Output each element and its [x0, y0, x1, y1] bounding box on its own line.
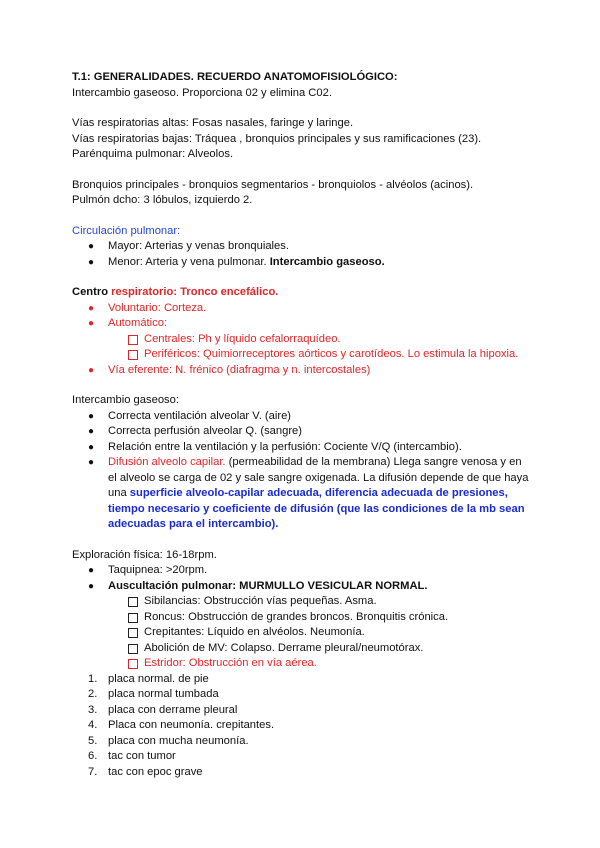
item-number: 5.: [88, 734, 98, 747]
numbered-text: Placa con neumonía. crepitantes.: [108, 719, 275, 731]
checkbox-icon: [128, 335, 138, 345]
item-number: 1.: [88, 672, 98, 685]
intercambio-heading: Intercambio gaseoso:: [72, 394, 179, 406]
bullet-icon: ●: [88, 565, 95, 576]
bullet-icon: ●: [88, 302, 95, 314]
checkbox-icon: [128, 597, 138, 607]
numbered-text: placa con mucha neumonía.: [108, 734, 249, 747]
list-item: [72, 316, 542, 332]
list-item: [72, 563, 542, 579]
bullet-icon: ●: [88, 441, 95, 453]
difusion-label: Difusión alveolo capilar.: [108, 456, 226, 468]
difusion-bold-3: adecuadas para el intercambio).: [108, 518, 279, 530]
crepitantes: Crepitantes: Líquido en alvéolos. Neumonía.: [144, 626, 365, 638]
numbered-item: [72, 765, 542, 781]
centro-perifericos: Periféricos: Quimiorreceptores aórticos y carotídeos. Lo estimula la hipoxia.: [144, 348, 519, 360]
intro-text: Intercambio gaseoso. Proporciona 02 y elimina C02.: [72, 86, 332, 99]
list-item: [72, 641, 542, 657]
item-number: 7.: [88, 765, 98, 778]
numbered-text: placa normal. de pie: [108, 672, 209, 685]
item-number: 4.: [88, 719, 98, 731]
difusion-continuation: [72, 502, 542, 518]
list-item: [72, 455, 542, 471]
centro-voluntario: Voluntario: Corteza.: [108, 301, 207, 314]
centro-via-eferente: Vía eferente: N. frénico (diafragma y n. intercostales): [108, 363, 371, 376]
sibilancias: Sibilancias: Obstrucción vías pequeñas. Asma.: [144, 595, 377, 607]
numbered-item: [72, 687, 542, 703]
centro-heading: [72, 285, 542, 301]
numbered-text: placa normal tumbada: [108, 688, 219, 700]
bullet-icon: ●: [88, 318, 95, 329]
list-item: [72, 332, 542, 348]
bullet-icon: ●: [88, 256, 95, 268]
checkbox-icon: [128, 659, 138, 669]
list-item: [72, 625, 542, 641]
list-item: [72, 409, 542, 425]
circulacion-menor-bold: Intercambio gaseoso.: [269, 255, 385, 268]
document-title: T.1: GENERALIDADES. RECUERDO ANATOMOFISIOLÓGICO:: [72, 71, 398, 83]
list-item: [72, 363, 542, 379]
intercambio-item-1: Correcta ventilación alveolar V. (aire): [108, 409, 292, 422]
difusion-continuation: [72, 486, 542, 502]
vias-altas: Vías respiratorias altas: Fosas nasales, faringe y laringe.: [72, 117, 354, 129]
numbered-item: [72, 718, 542, 734]
intercambio-item-2: Correcta perfusión alveolar Q. (sangre): [108, 425, 303, 437]
item-number: 6.: [88, 750, 98, 762]
circulacion-mayor: Mayor: Arterias y venas bronquiales.: [108, 240, 289, 252]
intercambio-item-3: Relación entre la ventilación y la perfusión: Cociente V/Q (intercambio).: [108, 440, 462, 453]
centro-automatico: Automático:: [108, 317, 168, 329]
numbered-text: tac con tumor: [108, 750, 176, 762]
numbered-item: [72, 703, 542, 719]
circulacion-menor: Menor: Arteria y vena pulmonar.: [108, 255, 267, 268]
list-item: [72, 594, 542, 610]
centro-centrales: Centrales: Ph y líquido cefalorraquídeo.: [144, 332, 341, 345]
difusion-continuation: [72, 517, 542, 533]
exploracion-heading: Exploración física: 16-18rpm.: [72, 548, 217, 561]
list-item: [72, 255, 542, 271]
list-item: [72, 301, 542, 317]
numbered-item: [72, 734, 542, 750]
numbered-text: tac con epoc grave: [108, 765, 203, 778]
difusion-una: una: [108, 487, 130, 499]
taquipnea: Taquipnea: >20rpm.: [108, 564, 208, 576]
numbered-text: placa con derrame pleural: [108, 703, 238, 716]
difusion-bold-2: tiempo necesario y coeficiente de difusión (que las condiciones de la mb sean: [108, 502, 525, 515]
bullet-icon: ●: [88, 457, 95, 468]
difusion-bold-1: superficie alveolo-capilar adecuada, diferencia adecuada de presiones,: [129, 487, 508, 499]
checkbox-icon: [128, 644, 138, 654]
bullet-icon: ●: [88, 241, 95, 252]
item-number: 3.: [88, 703, 98, 716]
list-item: [72, 610, 542, 626]
pulmon-text: Pulmón dcho: 3 lóbulos, izquierdo 2.: [72, 194, 253, 206]
list-item: [72, 424, 542, 440]
numbered-item: [72, 749, 542, 765]
checkbox-icon: [128, 613, 138, 623]
item-number: 2.: [88, 688, 98, 700]
numbered-item: [72, 672, 542, 688]
bronquios-text: Bronquios principales - bronquios segmentarios - bronquiolos - alvéolos (acinos).: [72, 178, 474, 191]
list-item: [72, 239, 542, 255]
vias-bajas: Vías respiratorias bajas: Tráquea , bronquios principales y sus ramificaciones (23).: [72, 132, 482, 145]
difusion-continuation: [72, 471, 542, 487]
roncus: Roncus: Obstrucción de grandes broncos. Bronquitis crónica.: [144, 610, 449, 623]
difusion-text-1: (permeabilidad de la membrana) Llega sangre venosa y en: [225, 456, 522, 468]
list-item: [72, 440, 542, 456]
parenquima: Parénquima pulmonar: Alveolos.: [72, 148, 234, 160]
checkbox-icon: [128, 350, 138, 360]
bullet-icon: ●: [88, 410, 95, 422]
centro-heading-red: respiratorio: Tronco encefálico.: [111, 286, 279, 298]
checkbox-icon: [128, 628, 138, 638]
circulacion-heading: Circulación pulmonar:: [72, 224, 181, 237]
auscultacion: Auscultación pulmonar: MURMULLO VESICULAR NORMAL.: [108, 579, 428, 592]
document-content: [72, 70, 542, 780]
list-item: [72, 656, 542, 672]
bullet-icon: ●: [88, 364, 95, 376]
centro-heading-black: Centro: [72, 286, 109, 298]
difusion-text-2: el alveolo se carga de 02 y sale sangre oxigenada. La difusión depende de que haya: [108, 471, 529, 484]
estridor: Estridor: Obstrucción en vía aérea.: [144, 657, 317, 669]
bullet-icon: ●: [88, 580, 95, 592]
list-item: [72, 347, 542, 363]
list-item: [72, 579, 542, 595]
bullet-icon: ●: [88, 426, 95, 437]
abolicion: Abolición de MV: Colapso. Derrame pleural/neumotórax.: [144, 641, 424, 654]
